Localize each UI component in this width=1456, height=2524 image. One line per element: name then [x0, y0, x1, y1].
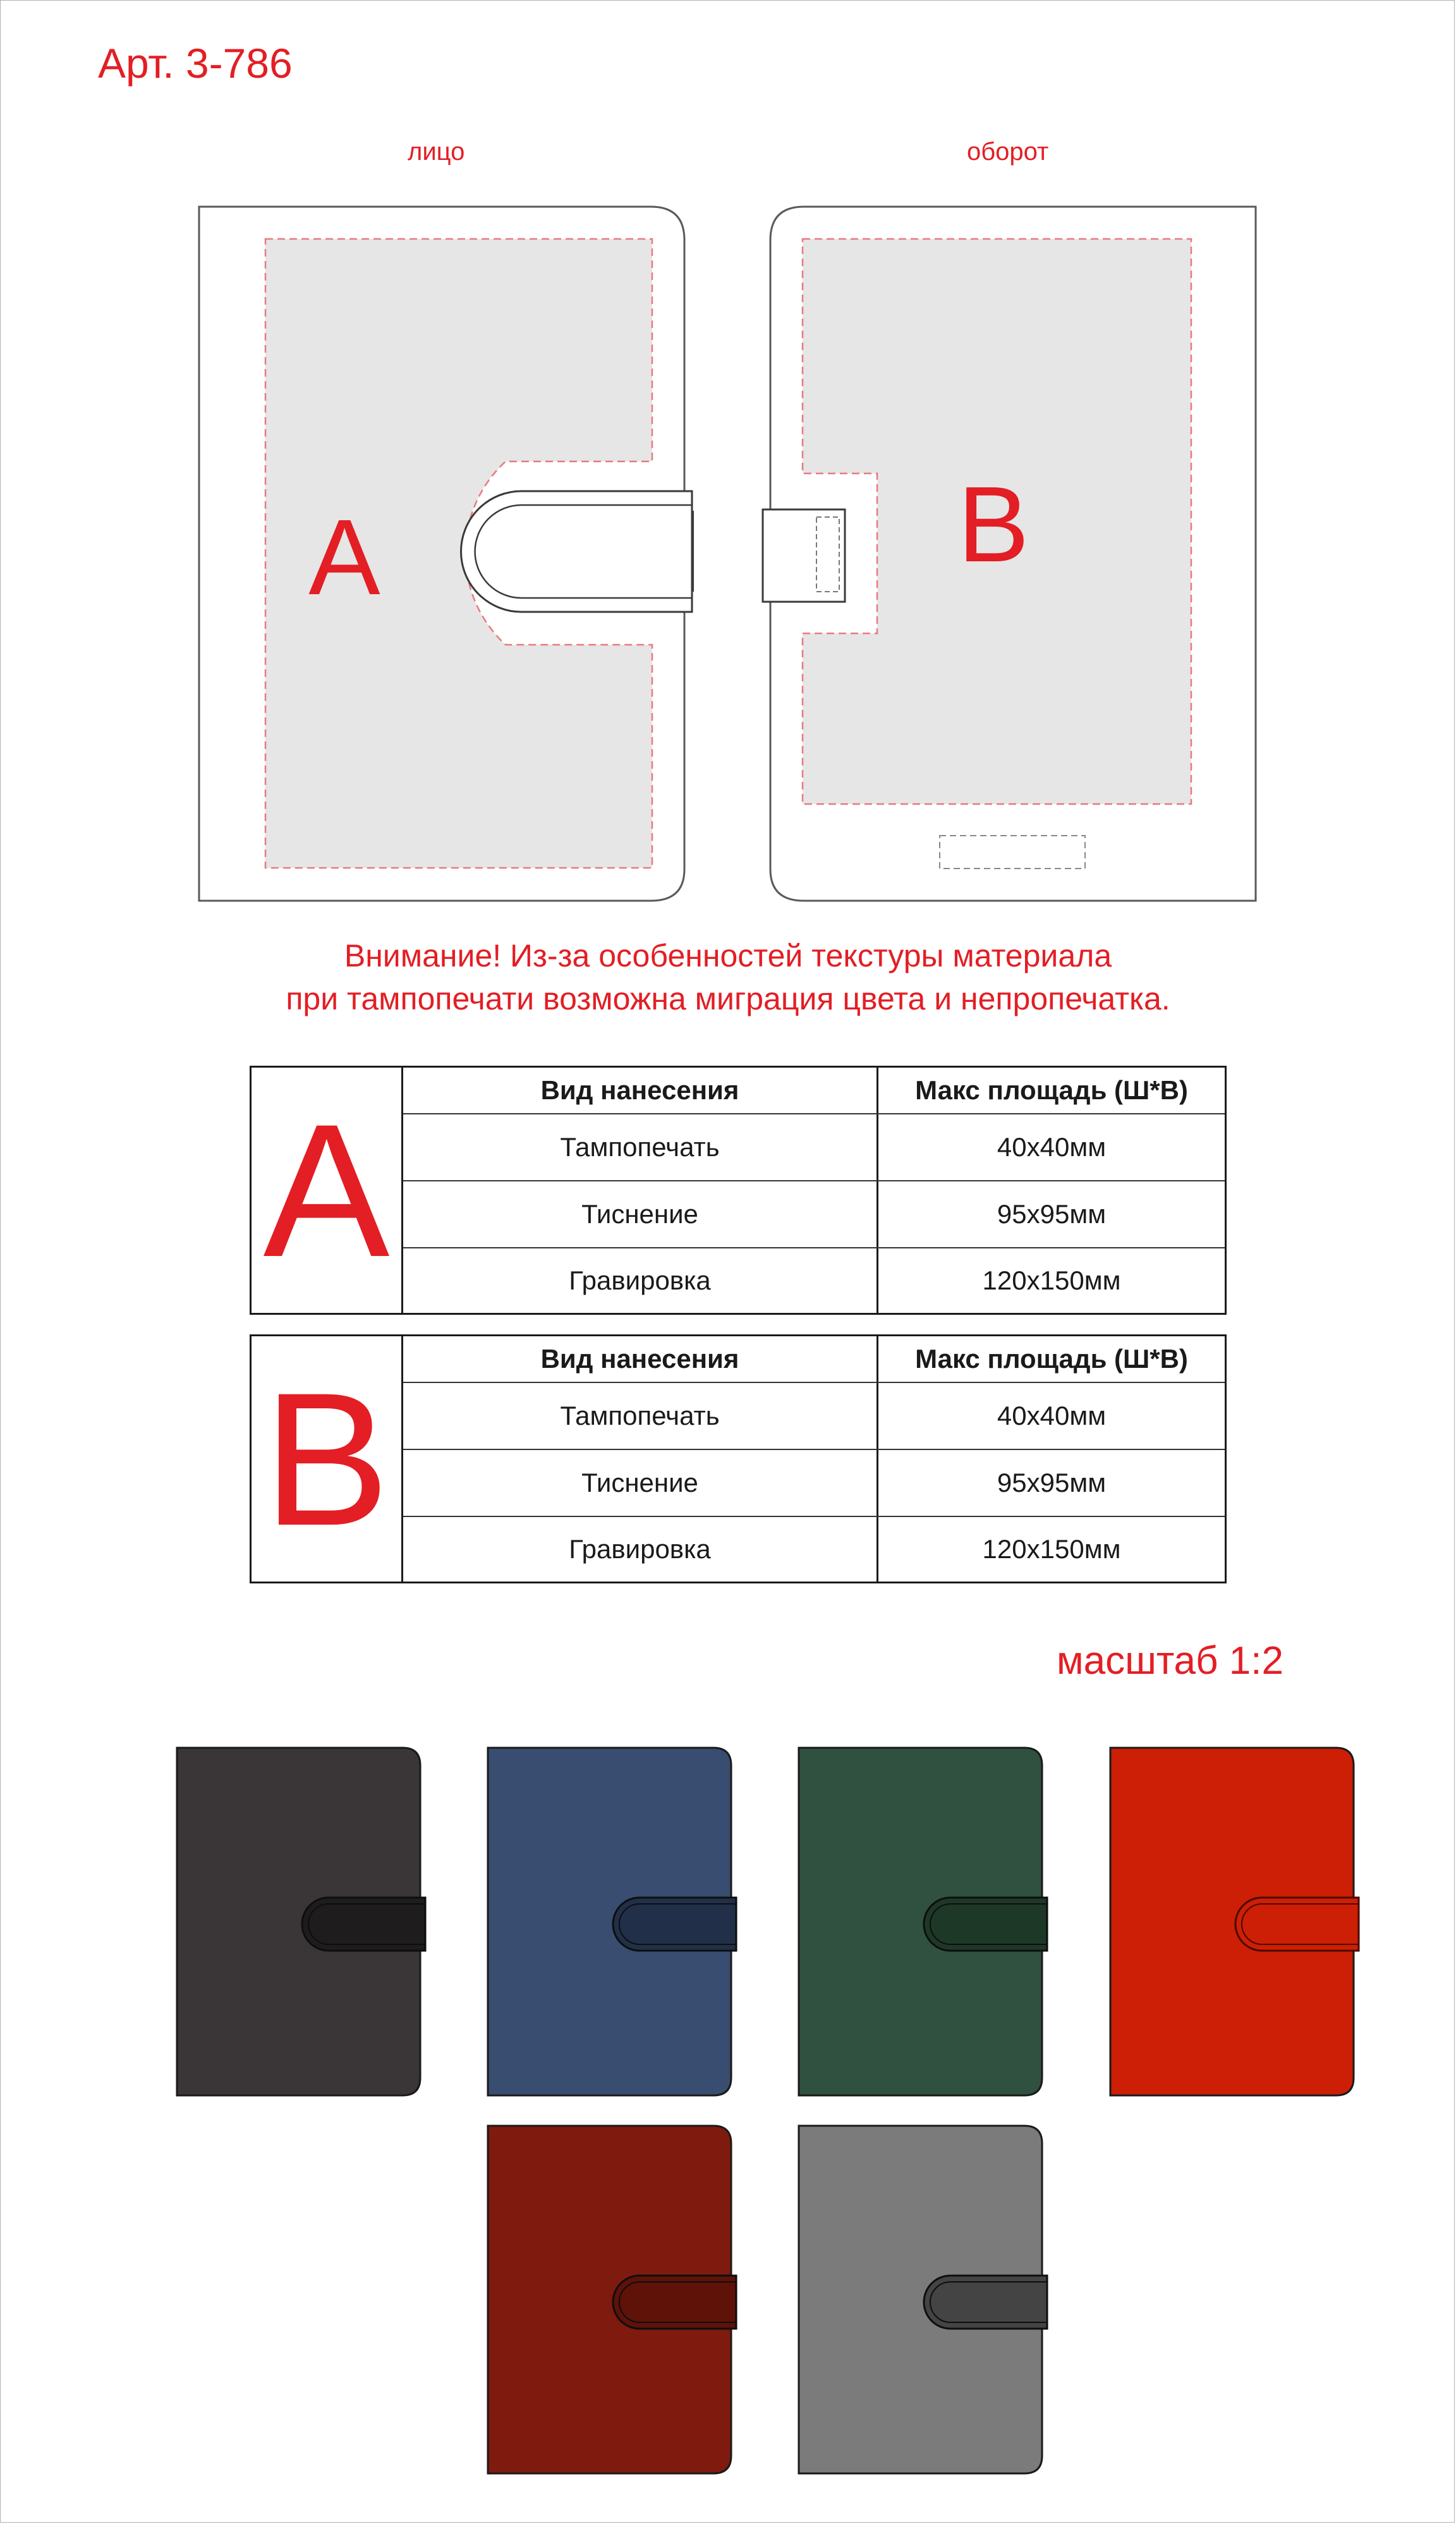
notebook-swatch — [488, 1748, 736, 2095]
zone-a-letter: A — [252, 1068, 403, 1313]
method-cell: Гравировка — [403, 1248, 878, 1313]
method-cell: Гравировка — [403, 1517, 878, 1582]
front-side-label: лицо — [408, 138, 465, 166]
area-cell: 40х40мм — [997, 1401, 1107, 1430]
area-header: Макс площадь (Ш*В) — [915, 1344, 1188, 1374]
warning-line-1: Внимание! Из-за особенностей текстуры материала — [344, 938, 1112, 973]
area-cell: 120х150мм — [982, 1534, 1121, 1564]
method-cell: Тампопечать — [403, 1383, 878, 1449]
method-header: Вид нанесения — [403, 1336, 878, 1382]
notebook-swatch — [177, 1748, 425, 2095]
method-cell: Тиснение — [403, 1181, 878, 1247]
article-number: Арт. 3-786 — [98, 40, 293, 87]
front-zone-letter: A — [308, 497, 380, 618]
notebook-swatch — [488, 2126, 736, 2473]
method-cell: Тиснение — [403, 1450, 878, 1516]
area-cell: 40х40мм — [997, 1132, 1107, 1162]
notebook-swatch — [1110, 1748, 1359, 2095]
area-cell: 95х95мм — [997, 1468, 1107, 1497]
back-side-label: оборот — [967, 138, 1049, 166]
zone-b-letter: B — [252, 1336, 403, 1582]
notebook-swatch — [799, 2126, 1047, 2473]
back-zone-letter: B — [957, 465, 1029, 585]
scale-label: масштаб 1:2 — [1057, 1639, 1283, 1683]
method-cell: Тампопечать — [403, 1114, 878, 1180]
area-cell: 120х150мм — [982, 1265, 1121, 1295]
area-cell: 95х95мм — [997, 1199, 1107, 1229]
method-header: Вид нанесения — [403, 1068, 878, 1113]
notebook-swatch — [799, 1748, 1047, 2095]
area-header: Макс площадь (Ш*В) — [915, 1075, 1188, 1105]
warning-line-2: при тампопечати возможна миграция цвета и непропечатка. — [286, 981, 1170, 1016]
